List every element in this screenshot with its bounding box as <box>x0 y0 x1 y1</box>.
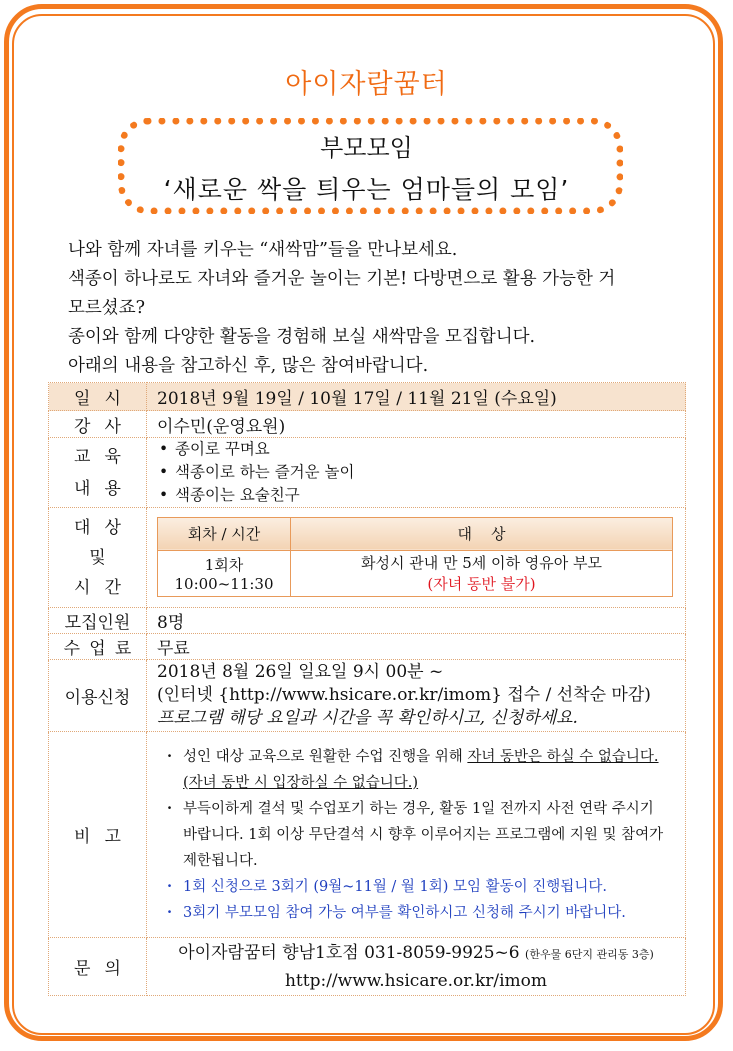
list-item <box>161 744 671 796</box>
instructor-label-char: 사 <box>104 416 121 437</box>
target-text: 화성시 관내 만 5세 이하 영유아 부모 <box>360 554 602 572</box>
contact-value <box>147 938 686 996</box>
target-label-char: 및 <box>89 547 106 568</box>
session-number: 1회차 <box>204 555 244 574</box>
fee-row <box>49 634 686 660</box>
apply-period: 2018년 8월 26일 일요일 9시 00분 ~ <box>157 662 444 682</box>
contact-row <box>49 938 686 996</box>
content-label-char: 용 <box>104 478 121 499</box>
target-label-char: 간 <box>104 577 121 598</box>
list-item: • 종이로 꾸며요 <box>157 438 685 461</box>
session-row <box>158 550 673 596</box>
target-label-char: 상 <box>104 517 121 538</box>
contact-phone <box>147 940 685 968</box>
intro-line: 색종이 하나로도 자녀와 즐거운 놀이는 기본! 다방면으로 활용 가능한 거 <box>68 269 616 289</box>
fee-label <box>49 634 147 660</box>
contact-line: 아이자람꿈터 향남1호점 031-8059-9925~6 <box>178 942 520 963</box>
session-header: 회차 / 시간 <box>158 517 291 550</box>
notes-label <box>49 732 147 938</box>
intro-line: 아래의 내용을 참고하신 후, 많은 참여바랍니다. <box>68 356 429 376</box>
target-label <box>49 508 147 608</box>
apply-row <box>49 660 686 732</box>
target-row <box>49 508 686 608</box>
target-label-char: 시 <box>74 577 91 598</box>
intro-text <box>68 236 674 381</box>
contact-label-char: 문 <box>74 959 91 979</box>
target-cell <box>291 550 673 596</box>
session-cell <box>158 550 291 596</box>
apply-reminder: 프로그램 해당 요일과 시간을 꼭 확인하시고, 신청하세요. <box>157 708 578 728</box>
date-label-char: 시 <box>104 389 121 409</box>
note-emphasis: 자녀 동반은 하실 수 없습니다. (자녀 동반 시 입장하실 수 없습니다.) <box>183 748 659 791</box>
target-note: (자녀 동반 불가) <box>427 575 536 593</box>
session-header-row <box>158 517 673 550</box>
brand-title: 아이자람꿈터 <box>285 69 448 100</box>
contact-label-char: 의 <box>104 959 121 979</box>
note-text: 성인 대상 교육으로 원활한 수업 진행을 위해 <box>183 748 468 765</box>
content-label-char: 육 <box>104 446 121 467</box>
capacity-row <box>49 608 686 634</box>
session-time: 10:00~11:30 <box>174 574 274 593</box>
contact-label <box>49 938 147 996</box>
contact-location: (한우물 6단지 관리동 3층) <box>525 947 654 961</box>
fee-value: 무료 <box>147 634 686 660</box>
fee-label-char: 수 <box>63 639 81 659</box>
intro-line: 종이와 함께 다양한 활동을 경험해 보실 새싹맘을 모집합니다. <box>68 327 536 347</box>
instructor-row <box>49 411 686 438</box>
notes-list <box>161 744 671 926</box>
apply-label: 이용신청 <box>49 660 147 732</box>
session-table <box>157 517 673 597</box>
date-row <box>49 383 686 411</box>
instructor-label <box>49 411 147 438</box>
notes-value <box>147 732 686 938</box>
date-value: 2018년 9월 19일 / 10월 17일 / 11월 21일 (수요일) <box>147 383 686 411</box>
notes-row <box>49 732 686 938</box>
target-value <box>147 508 686 608</box>
target-label-char: 대 <box>74 517 91 538</box>
fee-label-char: 업 <box>89 639 106 659</box>
capacity-label: 모집인원 <box>49 608 147 634</box>
target-header: 대 상 <box>291 517 673 550</box>
list-item: · 1회 신청으로 3회기 (9월~11월 / 월 1회) 모임 활동이 진행됩니다. <box>161 874 671 900</box>
content-label-char: 교 <box>74 446 91 467</box>
program-title: 부모모임 <box>320 134 413 162</box>
info-table <box>48 382 686 996</box>
instructor-value: 이수민(운영요원) <box>147 411 686 438</box>
notes-label-char: 비 <box>74 827 91 847</box>
capacity-value: 8명 <box>147 608 686 634</box>
apply-value <box>147 660 686 732</box>
intro-line: 나와 함께 자녀를 키우는 “새싹맘”들을 만나보세요. <box>68 240 458 260</box>
content-list <box>157 438 685 507</box>
instructor-label-char: 강 <box>74 416 91 437</box>
contact-url[interactable]: http://www.hsicare.or.kr/imom <box>284 970 548 991</box>
intro-line: 모르셨죠? <box>68 298 146 318</box>
content-value <box>147 438 686 508</box>
notes-label-char: 고 <box>104 827 121 847</box>
program-subtitle: ‘새로운 싹을 틔우는 엄마들의 모임’ <box>163 175 570 204</box>
content-label-char: 내 <box>74 478 91 499</box>
list-item: • 색종이로 하는 즐거운 놀이 <box>157 461 685 484</box>
apply-method: (인터넷 {http://www.hsicare.or.kr/imom} 접수 / 선착순 마감) <box>157 685 651 705</box>
list-item: · 3회기 부모모임 참여 가능 여부를 확인하시고 신청해 주시기 바랍니다. <box>161 900 671 926</box>
content-label <box>49 438 147 508</box>
list-item: · 부득이하게 결석 및 수업포기 하는 경우, 활동 1일 전까지 사전 연락 주시기 바랍니다. 1회 이상 무단결석 시 향후 이루어지는 프로그램에 지원 및 참여가 제한됩니다. <box>161 796 671 874</box>
date-label-char: 일 <box>74 389 91 409</box>
fee-label-char: 료 <box>114 639 132 659</box>
list-item: • 색종이는 요술친구 <box>157 484 685 507</box>
date-label <box>49 383 147 411</box>
content-row <box>49 438 686 508</box>
